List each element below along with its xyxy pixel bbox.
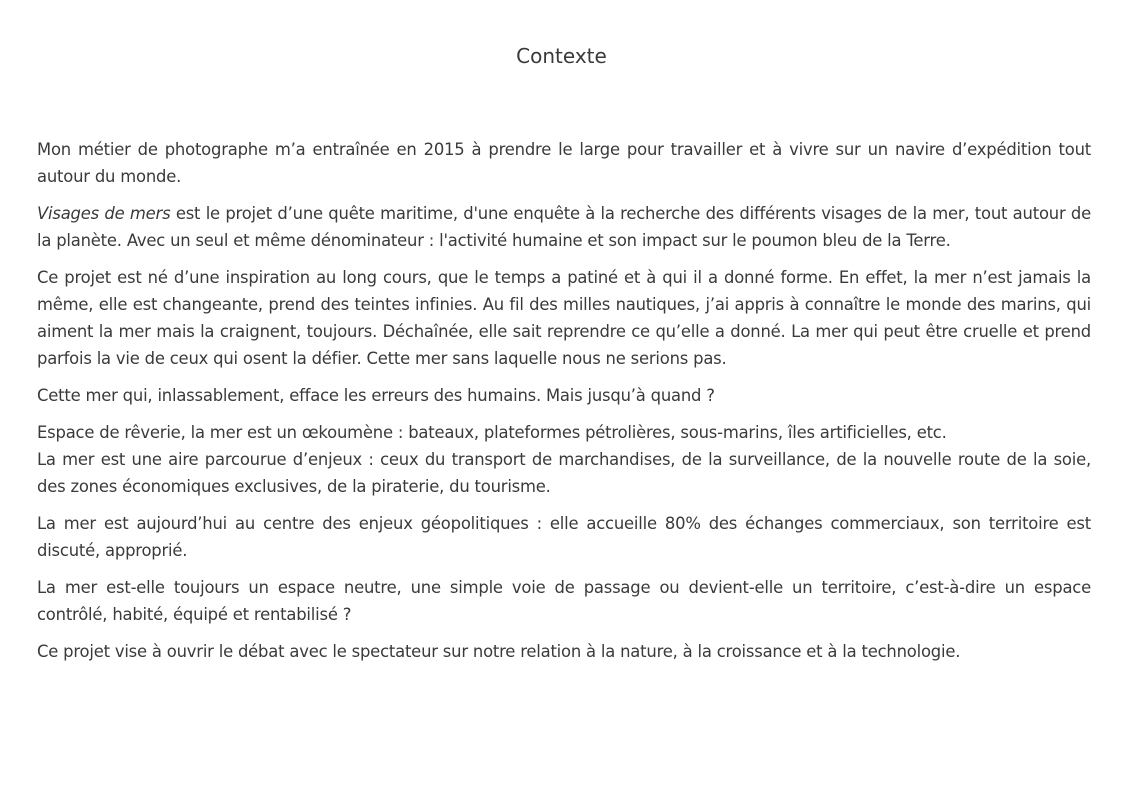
paragraph-conclusion: Ce projet vise à ouvrir le débat avec le spectateur sur notre relation à la nature, à la croissance et à la technologie. [37, 642, 961, 661]
document-body [37, 136, 1091, 675]
page-title: Contexte [516, 44, 607, 68]
paragraph-project-text: est le projet d’une quête maritime, d'une enquête à la recherche des différents visages de la mer, tout autour de la planète. Avec un seul et même dénominateur : l'activité humaine et son impact sur le poumon bleu de la Terre. [37, 204, 1091, 250]
paragraph-errors: Cette mer qui, inlassablement, efface les erreurs des humains. Mais jusqu’à quand ? [37, 386, 715, 405]
paragraph-inspiration: Ce projet est né d’une inspiration au long cours, que le temps a patiné et à qui il a donné forme. En effet, la mer n’est jamais la même, elle est changeante, prend des teintes infinies. Au fil des milles nautiques, j’ai appris à connaître le monde des marins, qui aiment la mer mais la craignent, toujours. Déchaînée, elle sait reprendre ce qu’elle a donné. La mer qui peut être cruelle et prend parfois la vie de ceux qui osent la défier. Cette mer sans laquelle nous ne serions pas. [37, 268, 1091, 368]
project-title: Visages de mers [37, 204, 171, 223]
paragraph-ecumene-line2: La mer est une aire parcourue d’enjeux : ceux du transport de marchandises, de la surveillance, de la nouvelle route de la soie, des zones économiques exclusives, de la piraterie, du tourisme. [37, 450, 1091, 496]
paragraph-question: La mer est-elle toujours un espace neutre, une simple voie de passage ou devient-elle un territoire, c’est-à-dire un espace contrôlé, habité, équipé et rentabilisé ? [37, 578, 1091, 624]
paragraph-ecumene-line1: Espace de rêverie, la mer est un œkoumène : bateaux, plateformes pétrolières, sous-marins, îles artificielles, etc. [37, 423, 947, 442]
paragraph-ecumene [37, 419, 1091, 500]
paragraph-geopolitics: La mer est aujourd’hui au centre des enjeux géopolitiques : elle accueille 80% des échanges commerciaux, son territoire est discuté, approprié. [37, 514, 1091, 560]
paragraph-project [37, 200, 1091, 254]
paragraph-intro: Mon métier de photographe m’a entraînée en 2015 à prendre le large pour travailler et à vivre sur un navire d’expédition tout autour du monde. [37, 140, 1091, 186]
